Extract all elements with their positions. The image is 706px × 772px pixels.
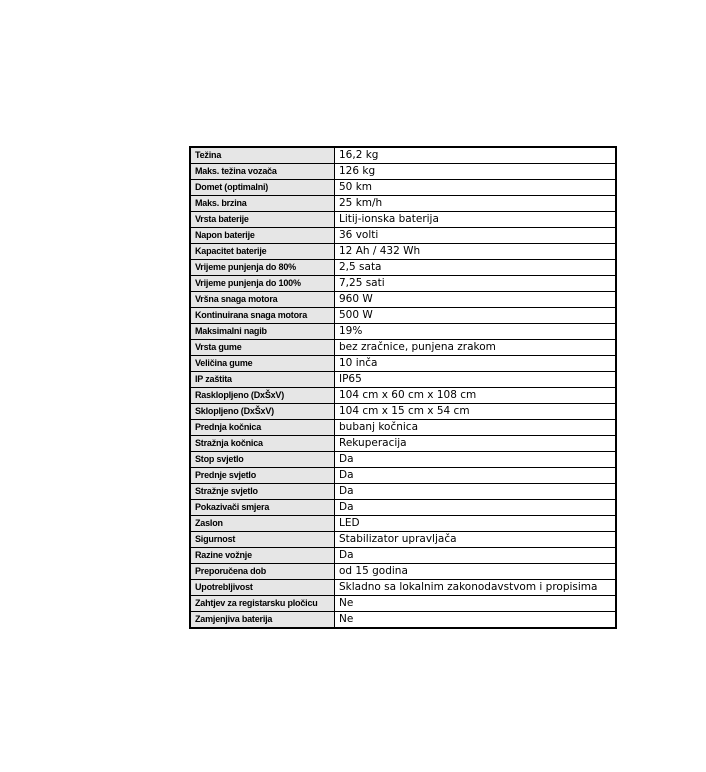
- spec-row: [190, 212, 616, 228]
- spec-value: 50 km: [335, 180, 617, 196]
- spec-value: 25 km/h: [335, 196, 617, 212]
- spec-value: 16,2 kg: [335, 147, 617, 164]
- spec-label: Vrsta gume: [190, 340, 335, 356]
- spec-label: Prednja kočnica: [190, 420, 335, 436]
- spec-value: Da: [335, 468, 617, 484]
- spec-value: 36 volti: [335, 228, 617, 244]
- spec-row: [190, 292, 616, 308]
- specification-table-body: [190, 147, 616, 628]
- spec-row: [190, 164, 616, 180]
- spec-label: Rasklopljeno (DxŠxV): [190, 388, 335, 404]
- spec-row: [190, 180, 616, 196]
- spec-row: [190, 196, 616, 212]
- spec-label: Razine vožnje: [190, 548, 335, 564]
- spec-row: [190, 580, 616, 596]
- spec-label: Zamjenjiva baterija: [190, 612, 335, 629]
- spec-row: [190, 564, 616, 580]
- spec-label: Veličina gume: [190, 356, 335, 372]
- spec-value: 2,5 sata: [335, 260, 617, 276]
- spec-row: [190, 404, 616, 420]
- spec-value: Da: [335, 500, 617, 516]
- spec-label: Sigurnost: [190, 532, 335, 548]
- spec-row: [190, 147, 616, 164]
- spec-label: Pokazivači smjera: [190, 500, 335, 516]
- specification-table: [189, 146, 617, 629]
- spec-row: [190, 452, 616, 468]
- spec-value: Litij-ionska baterija: [335, 212, 617, 228]
- spec-value: od 15 godina: [335, 564, 617, 580]
- spec-label: Prednje svjetlo: [190, 468, 335, 484]
- spec-label: Kapacitet baterije: [190, 244, 335, 260]
- spec-label: Zaslon: [190, 516, 335, 532]
- spec-label: Vrsta baterije: [190, 212, 335, 228]
- spec-value: Skladno sa lokalnim zakonodavstvom i propisima: [335, 580, 617, 596]
- spec-value: Rekuperacija: [335, 436, 617, 452]
- spec-value: 10 inča: [335, 356, 617, 372]
- spec-value: Stabilizator upravljača: [335, 532, 617, 548]
- spec-label: Napon baterije: [190, 228, 335, 244]
- spec-row: [190, 372, 616, 388]
- spec-row: [190, 308, 616, 324]
- spec-value: Ne: [335, 612, 617, 629]
- spec-value: 500 W: [335, 308, 617, 324]
- spec-label: Maksimalni nagib: [190, 324, 335, 340]
- spec-value: Da: [335, 548, 617, 564]
- spec-row: [190, 516, 616, 532]
- spec-value: Da: [335, 484, 617, 500]
- spec-row: [190, 260, 616, 276]
- spec-row: [190, 324, 616, 340]
- spec-row: [190, 596, 616, 612]
- spec-row: [190, 612, 616, 629]
- spec-label: Upotrebljivost: [190, 580, 335, 596]
- spec-label: Zahtjev za registarsku pločicu: [190, 596, 335, 612]
- spec-row: [190, 484, 616, 500]
- spec-label: Kontinuirana snaga motora: [190, 308, 335, 324]
- spec-row: [190, 356, 616, 372]
- spec-label: Stražnja kočnica: [190, 436, 335, 452]
- spec-value: 12 Ah / 432 Wh: [335, 244, 617, 260]
- spec-label: Stražnje svjetlo: [190, 484, 335, 500]
- spec-label: Domet (optimalni): [190, 180, 335, 196]
- spec-label: Sklopljeno (DxŠxV): [190, 404, 335, 420]
- spec-label: Stop svjetlo: [190, 452, 335, 468]
- spec-value: 19%: [335, 324, 617, 340]
- spec-row: [190, 532, 616, 548]
- spec-row: [190, 388, 616, 404]
- spec-row: [190, 244, 616, 260]
- spec-row: [190, 468, 616, 484]
- spec-row: [190, 228, 616, 244]
- spec-row: [190, 500, 616, 516]
- spec-row: [190, 276, 616, 292]
- spec-label: Vršna snaga motora: [190, 292, 335, 308]
- spec-label: Vrijeme punjenja do 100%: [190, 276, 335, 292]
- spec-value: 126 kg: [335, 164, 617, 180]
- spec-row: [190, 548, 616, 564]
- spec-label: Vrijeme punjenja do 80%: [190, 260, 335, 276]
- spec-value: 104 cm x 60 cm x 108 cm: [335, 388, 617, 404]
- spec-label: IP zaštita: [190, 372, 335, 388]
- spec-value: 7,25 sati: [335, 276, 617, 292]
- spec-row: [190, 340, 616, 356]
- spec-value: Da: [335, 452, 617, 468]
- spec-row: [190, 420, 616, 436]
- spec-label: Težina: [190, 147, 335, 164]
- spec-row: [190, 436, 616, 452]
- spec-value: 960 W: [335, 292, 617, 308]
- spec-label: Maks. težina vozača: [190, 164, 335, 180]
- spec-value: Ne: [335, 596, 617, 612]
- spec-value: IP65: [335, 372, 617, 388]
- spec-label: Preporučena dob: [190, 564, 335, 580]
- spec-value: bubanj kočnica: [335, 420, 617, 436]
- spec-value: bez zračnice, punjena zrakom: [335, 340, 617, 356]
- spec-value: LED: [335, 516, 617, 532]
- spec-value: 104 cm x 15 cm x 54 cm: [335, 404, 617, 420]
- spec-label: Maks. brzina: [190, 196, 335, 212]
